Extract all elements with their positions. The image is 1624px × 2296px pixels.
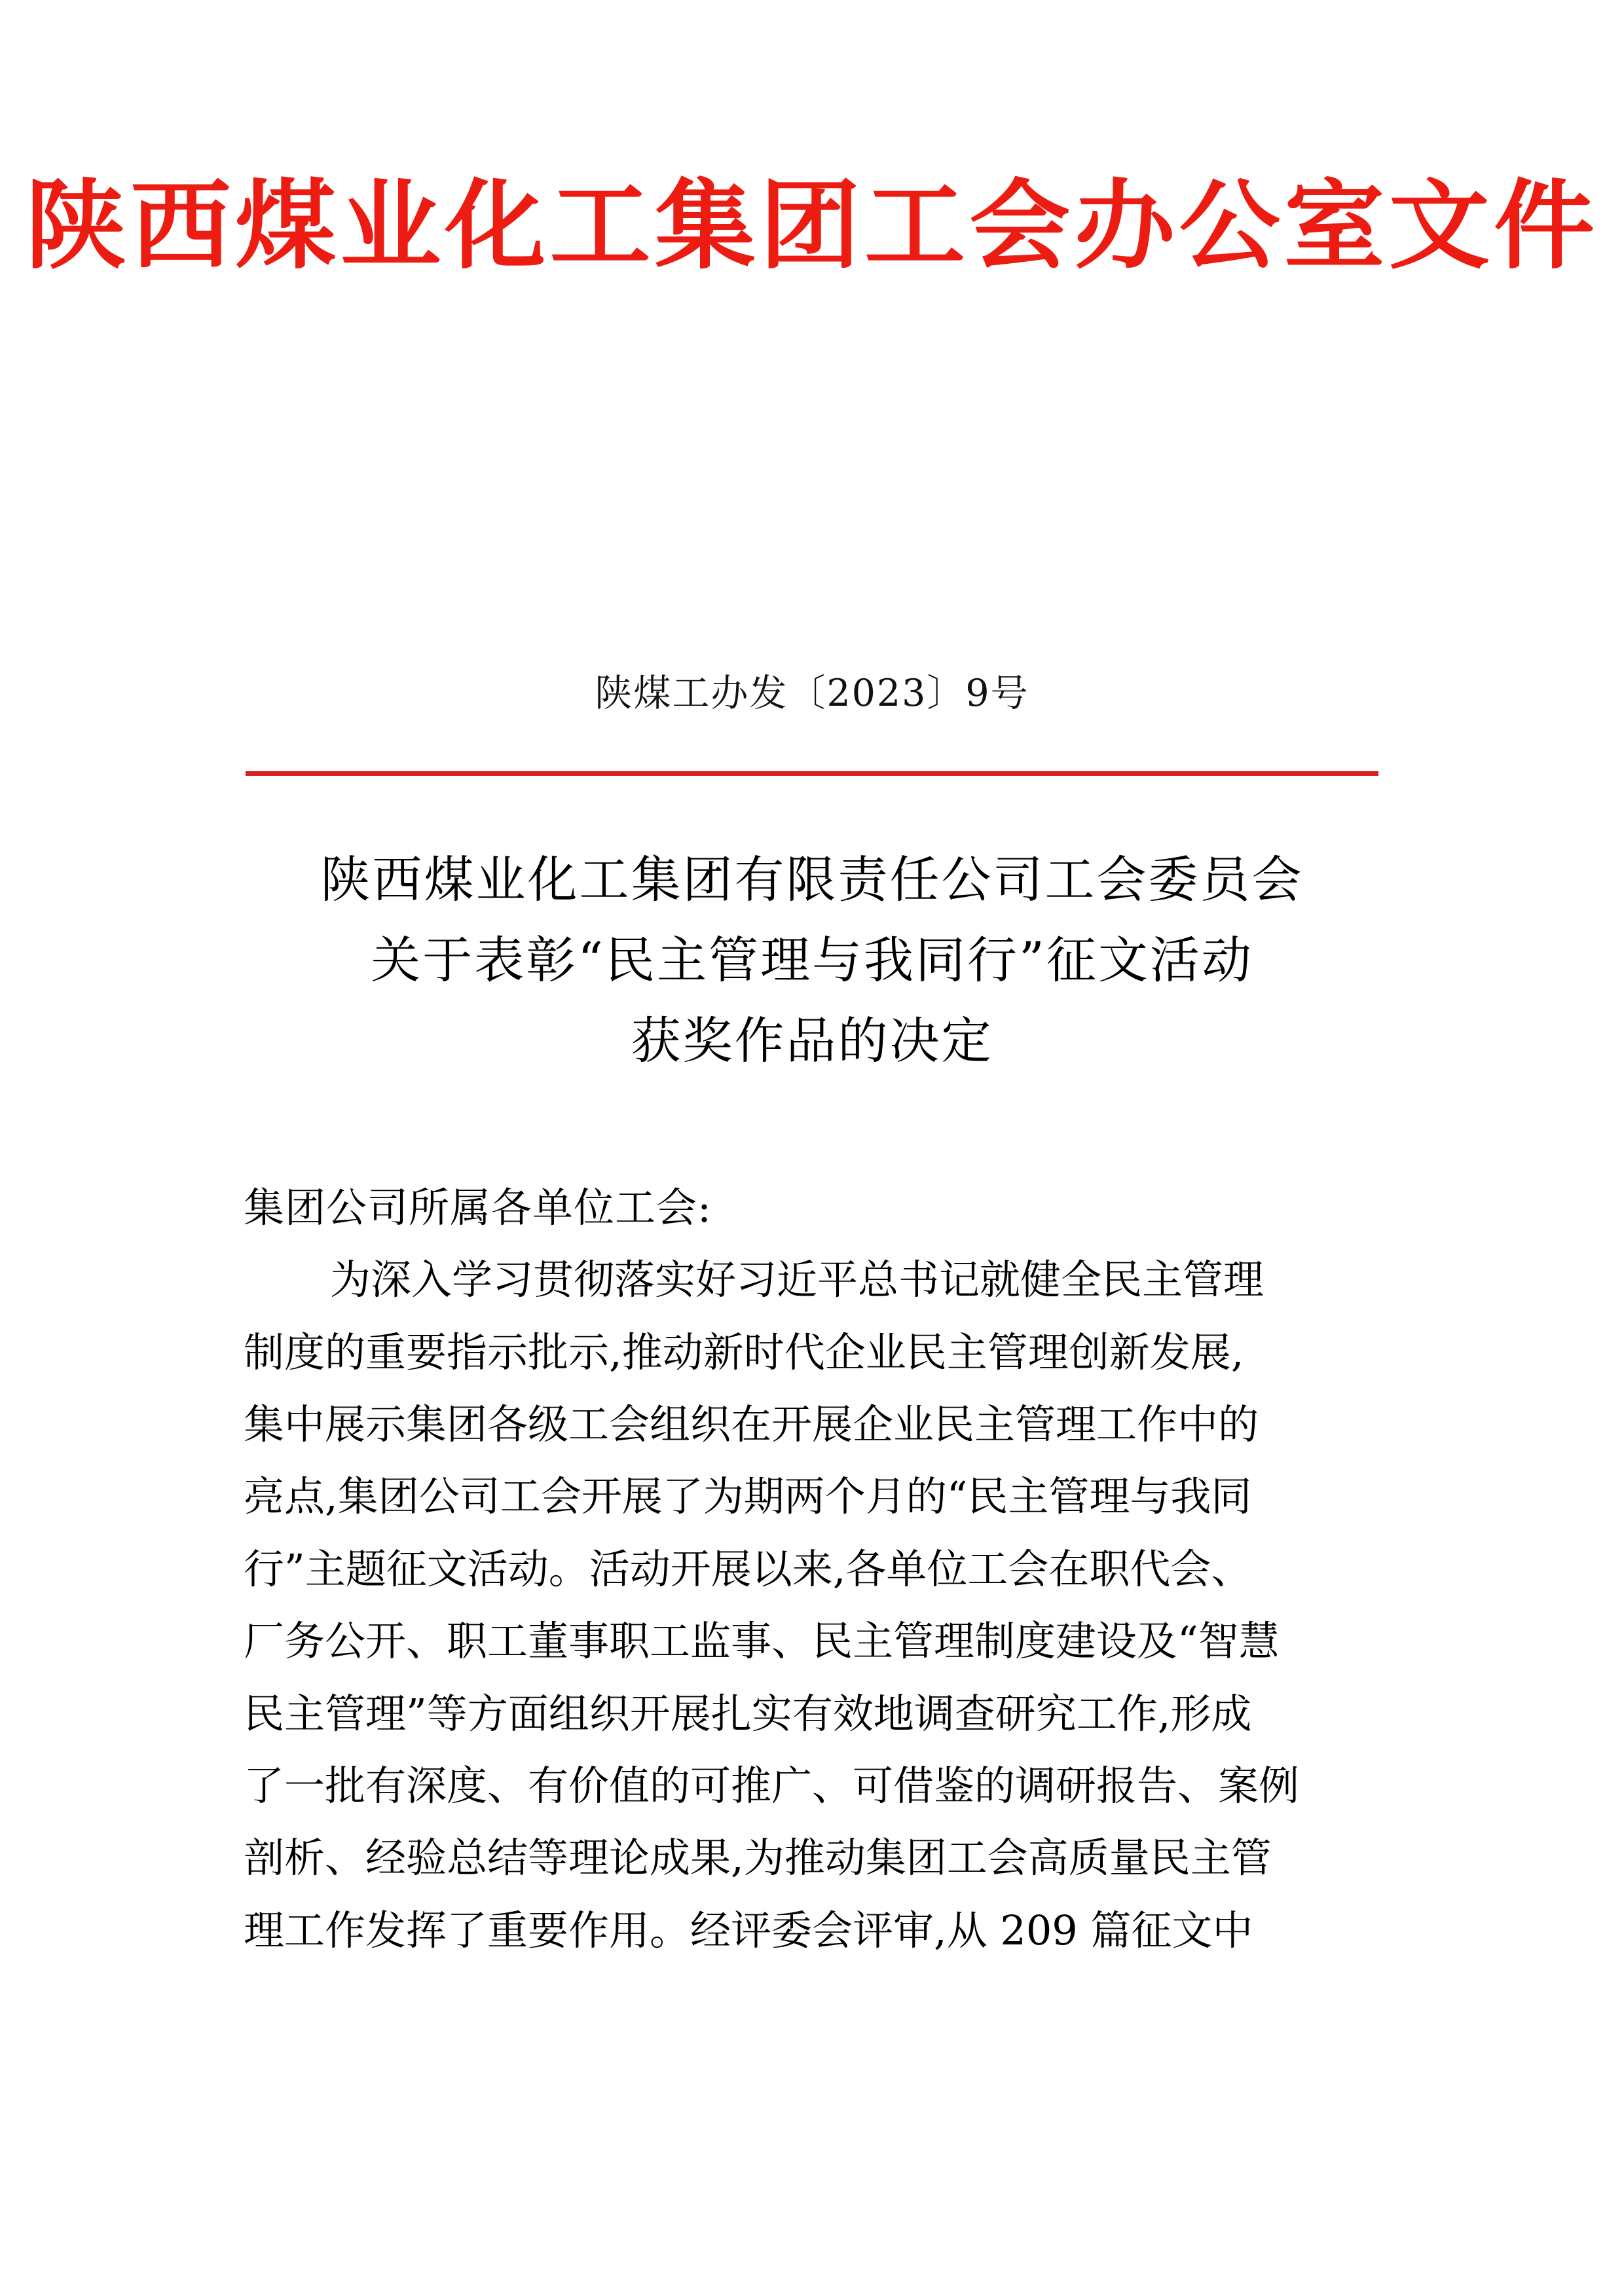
body-line-7: 民主管理”等方面组织开展扎实有效地调查研究工作,形成 [244, 1689, 1252, 1738]
document-body [244, 1172, 1383, 1967]
document-number: 陕煤工办发〔2023〕9号 [595, 672, 1029, 715]
document-title-line-2: 关于表彰“民主管理与我同行”征文活动 [371, 931, 1253, 990]
masthead-title: 陕西煤业化工集团工会办公室文件 [25, 168, 1599, 282]
body-line-4: 亮点,集团公司工会开展了为期两个月的“民主管理与我同 [244, 1472, 1252, 1521]
body-line-8: 了一批有深度、有价值的可推广、可借鉴的调研报告、案例 [244, 1761, 1300, 1810]
body-line-2: 制度的重要指示批示,推动新时代企业民主管理创新发展, [244, 1328, 1244, 1376]
body-line-3: 集中展示集团各级工会组织在开展企业民主管理工作中的 [244, 1400, 1259, 1449]
document-number-row [0, 673, 1624, 714]
document-title-line-3: 获奖作品的决定 [631, 1011, 993, 1070]
document-title [246, 839, 1378, 1081]
salutation: 集团公司所属各单位工会: [244, 1184, 712, 1231]
red-separator-rule [246, 771, 1378, 776]
masthead [0, 168, 1624, 282]
body-line-9: 剖析、经验总结等理论成果,为推动集团工会高质量民主管 [244, 1834, 1272, 1882]
document-title-line-1: 陕西煤业化工集团有限责任公司工会委员会 [320, 850, 1304, 909]
body-line-5: 行”主题征文活动。活动开展以来,各单位工会在职代会、 [244, 1544, 1252, 1593]
body-line-10: 理工作发挥了重要作用。经评委会评审,从 209 篇征文中 [244, 1906, 1253, 1954]
body-line-6: 厂务公开、职工董事职工监事、民主管理制度建设及“智慧 [244, 1617, 1280, 1666]
body-line-1: 为深入学习贯彻落实好习近平总书记就健全民主管理 [330, 1256, 1264, 1304]
